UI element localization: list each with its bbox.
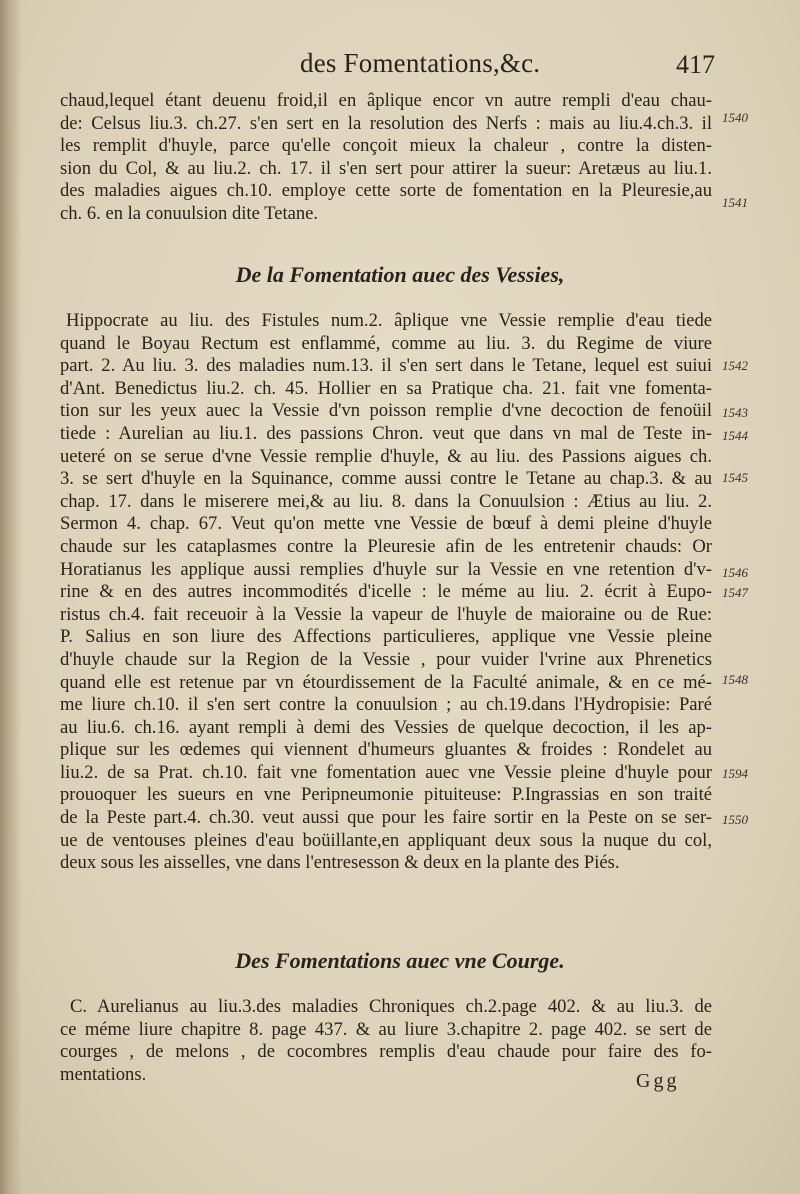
margin-note: 1542: [722, 358, 748, 373]
text-line: mentations.: [60, 1063, 147, 1085]
text-line: courges , de melons , de cocombres remplis d'eau chaude pour faire des fo-: [60, 1041, 712, 1063]
section-heading-courge: Des Fomentations auec vne Courge.: [235, 948, 565, 973]
text-line: quand elle est retenue par vn étourdissement de la Faculté animale, & en ce mé-: [60, 671, 712, 693]
text-line: rine & en des autres incommodités d'icelle : le méme au liu. 2. écrit à Eupo-: [60, 581, 712, 603]
running-title: des Fomentations,&c.: [300, 48, 541, 78]
text-line: Hippocrate au liu. des Fistules num.2. âplique vne Vessie remplie d'eau tiede: [66, 310, 712, 331]
page-gutter-shadow: [0, 0, 22, 1194]
paragraph-3: [60, 996, 712, 1086]
text-line: prouoquer les sueurs en vne Peripneumonie pituiteuse: P.Ingrassias en son traité: [60, 784, 712, 806]
section-heading-vessies: De la Fomentation auec des Vessies,: [235, 262, 565, 287]
text-line: tiede : Aurelian au liu.1. des passions Chron. veut que dans vn mal de Teste in-: [60, 422, 712, 444]
signature-mark: Ggg: [636, 1070, 680, 1092]
text-line: liu.2. de sa Prat. ch.10. fait vne fomentation auec vne Vessie pleine d'huyle pour: [60, 761, 712, 783]
text-line: ue de ventouses pleines d'eau boüillante,en appliquant deux sous la nuque du col,: [60, 829, 712, 851]
text-line: plique sur les œdemes qui viennent d'humeurs gluantes & froides : Rondelet au: [60, 739, 712, 761]
text-line: Horatianus les applique aussi remplies d'huyle sur la Vessie en vne retention d'v-: [60, 558, 712, 580]
margin-note: 1545: [722, 470, 748, 485]
text-line: chaud,lequel étant deuenu froid,il en âplique encor vn autre rempli d'eau chau-: [60, 90, 712, 111]
text-line: sion du Col, & au liu.2. ch. 17. il s'en sert pour attirer la sueur: Aretæus au liu.1.: [60, 157, 712, 179]
margin-note: 1544: [722, 428, 748, 443]
text-line: au liu.6. ch.16. ayant rempli à demi des Vessies de quelque decoction, il les ap-: [60, 716, 712, 738]
margin-note: 1543: [722, 405, 748, 420]
margin-note: 1594: [722, 766, 748, 781]
margin-note: 1546: [722, 565, 748, 580]
text-line: ueteré on se serue d'vne Vessie remplie d'huyle, & au liu. des Passions aigues ch.: [60, 445, 712, 467]
text-line: chap. 17. dans le miserere mei,& au liu. 8. dans la Conuulsion : Ætius au liu. 2.: [60, 490, 712, 512]
page-number: 417: [676, 50, 715, 79]
text-line: C. Aurelianus au liu.3.des maladies Chroniques ch.2.page 402. & au liu.3. de: [70, 996, 712, 1017]
text-line: d'huyle chaude sur la Region de la Vessie , pour vuider l'vrine aux Phrenetics: [60, 648, 712, 670]
text-line: ch. 6. en la conuulsion dite Tetane.: [60, 202, 319, 224]
margin-note: 1547: [722, 585, 748, 600]
text-line: chaude sur les cataplasmes contre la Pleuresie afin de les entretenir chauds: Or: [60, 535, 712, 557]
text-line: des maladies aigues ch.10. employe cette sorte de fomentation en la Pleuresie,au: [60, 180, 712, 202]
text-line: quand le Boyau Rectum est enflammé, comme au liu. 3. du Regime de viure: [60, 332, 712, 354]
text-line: tion sur les yeux auec la Vessie d'vn poisson remplie d'vne decoction de fenoüil: [60, 400, 712, 422]
text-line: ristus ch.4. fait receuoir à la Vessie la vapeur de l'huyle de maioraine ou de Rue:: [60, 603, 712, 625]
margin-note: 1550: [722, 812, 748, 827]
text-line: de la Peste part.4. ch.30. veut aussi que pour les faire sortir en la Peste on se ser-: [60, 807, 712, 829]
text-line: les remplit d'huyle, parce qu'elle conçoit mieux la chaleur , contre la disten-: [60, 135, 712, 157]
text-line: Sermon 4. chap. 67. Veut qu'on mette vne Vessie de bœuf à demi pleine d'huyle: [60, 513, 712, 535]
page-header: [0, 48, 800, 88]
text-line: de: Celsus liu.3. ch.27. s'en sert en la resolution des Nerfs : mais au liu.4.ch.3. il: [60, 112, 712, 134]
text-line: part. 2. Au liu. 3. des maladies num.13. il s'en sert dans le Tetane, lequel est suiui: [60, 355, 712, 377]
text-line: me liure ch.10. il s'en sert contre la conuulsion ; au ch.19.dans l'Hydropisie: Paré: [60, 694, 712, 716]
paragraph-1: [60, 90, 712, 226]
text-line: P. Salius en son liure des Affections particulieres, applique vne Vessie pleine: [60, 626, 712, 648]
text-line: 3. se sert d'huyle en la Squinance, comme aussi contre le Tetane au chap.3. & au: [60, 468, 712, 490]
margin-note: 1540: [722, 110, 748, 125]
paragraph-2: [60, 310, 712, 875]
text-line: ce méme liure chapitre 8. page 437. & au liure 3.chapitre 2. page 402. se sert de: [60, 1018, 712, 1040]
margin-note: 1541: [722, 195, 748, 210]
text-line: deux sous les aisselles, vne dans l'entresesson & deux en la plante des Piés.: [60, 852, 620, 874]
text-line: d'Ant. Benedictus liu.2. ch. 45. Hollier en sa Pratique cha. 21. fait vne fomenta-: [60, 377, 712, 399]
margin-note: 1548: [722, 672, 748, 687]
